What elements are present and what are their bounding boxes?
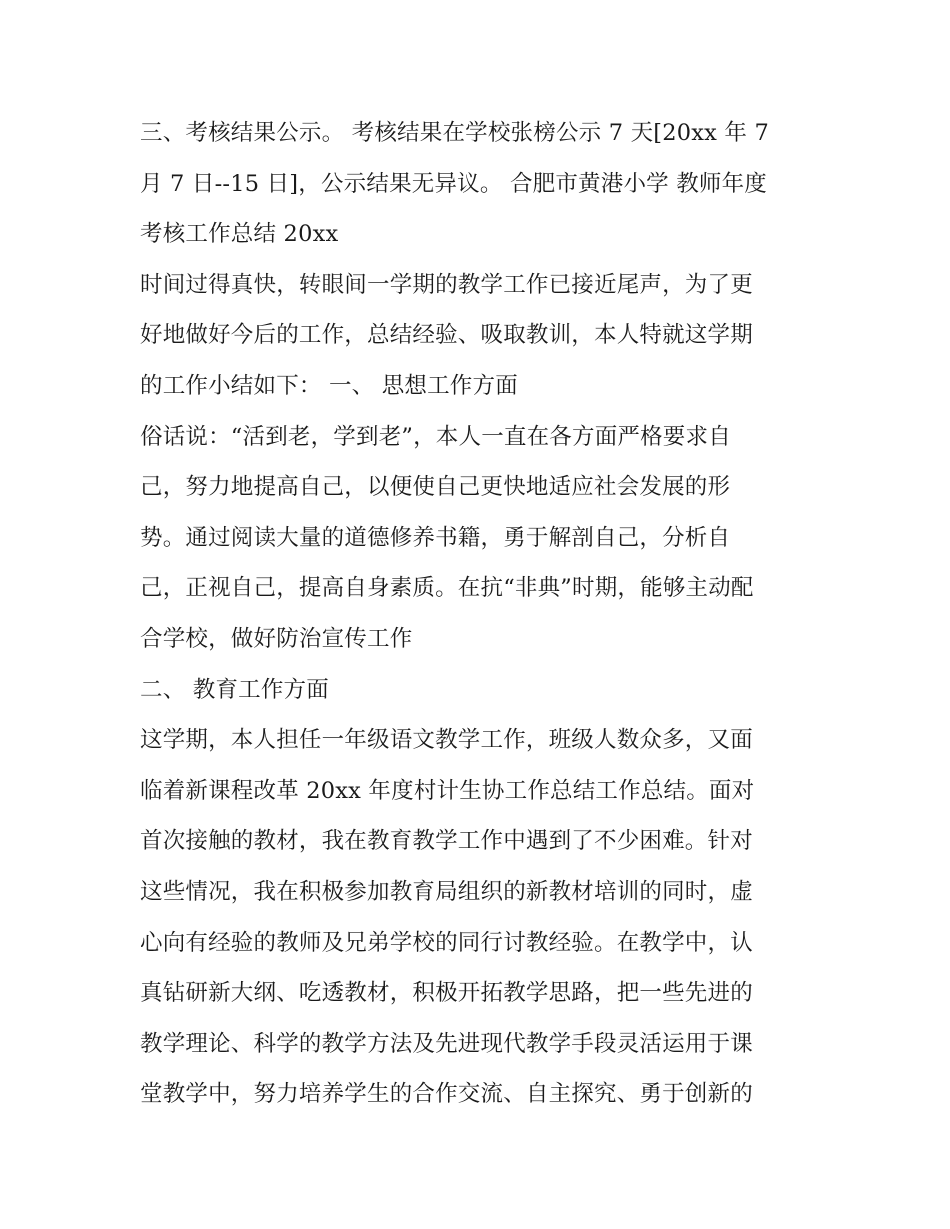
text-line: 堂教学中，努力培养学生的合作交流、自主探究、勇于创新的: [140, 1081, 753, 1108]
text-line: 己，正视自己，提高自身素质。在抗“非典”时期，能够主动配: [140, 575, 754, 602]
text-line: 真钻研新大纲、吃透教材，积极开拓教学思路，把一些先进的: [140, 980, 753, 1007]
document-body: [140, 108, 820, 1120]
text-line: 合学校，做好防治宣传工作: [140, 625, 413, 652]
text-line: 这些情况，我在积极参加教育局组织的新教材培训的同时，虚: [140, 878, 753, 905]
text-line: 这学期，本人担任一年级语文教学工作，班级人数众多，又面: [140, 727, 753, 754]
text-line: 好地做好今后的工作，总结经验、吸取教训，本人特就这学期: [140, 322, 753, 349]
text-line: 首次接触的教材，我在教育教学工作中遇到了不少困难。针对: [140, 828, 753, 855]
text-line: 考核工作总结 20xx: [140, 221, 339, 248]
text-line: 月 7 日--15 日]，公示结果无异议。 合肥市黄港小学 教师年度: [140, 170, 767, 197]
text-line: 教学理论、科学的教学方法及先进现代教学手段灵活运用于课: [140, 1030, 753, 1057]
text-line: 临着新课程改革 20xx 年度村计生协工作总结工作总结。面对: [140, 777, 755, 804]
text-line: 三、考核结果公示。 考核结果在学校张榜公示 7 天[20xx 年 7: [140, 120, 769, 146]
text-line: 心向有经验的教师及兄弟学校的同行讨教经验。在教学中，认: [140, 929, 753, 956]
text-line: 俗话说：“活到老，学到老”，本人一直在各方面严格要求自: [140, 423, 731, 450]
text-line: 时间过得真快，转眼间一学期的教学工作已接近尾声，为了更: [140, 271, 753, 298]
section-heading: 二、 教育工作方面: [140, 676, 329, 703]
text-line: 的工作小结如下： 一、 思想工作方面: [140, 372, 518, 399]
text-line: 己，努力地提高自己，以便使自己更快地适应社会发展的形: [140, 474, 731, 501]
text-line: 势。通过阅读大量的道德修养书籍，勇于解剖自己，分析自: [140, 524, 731, 551]
